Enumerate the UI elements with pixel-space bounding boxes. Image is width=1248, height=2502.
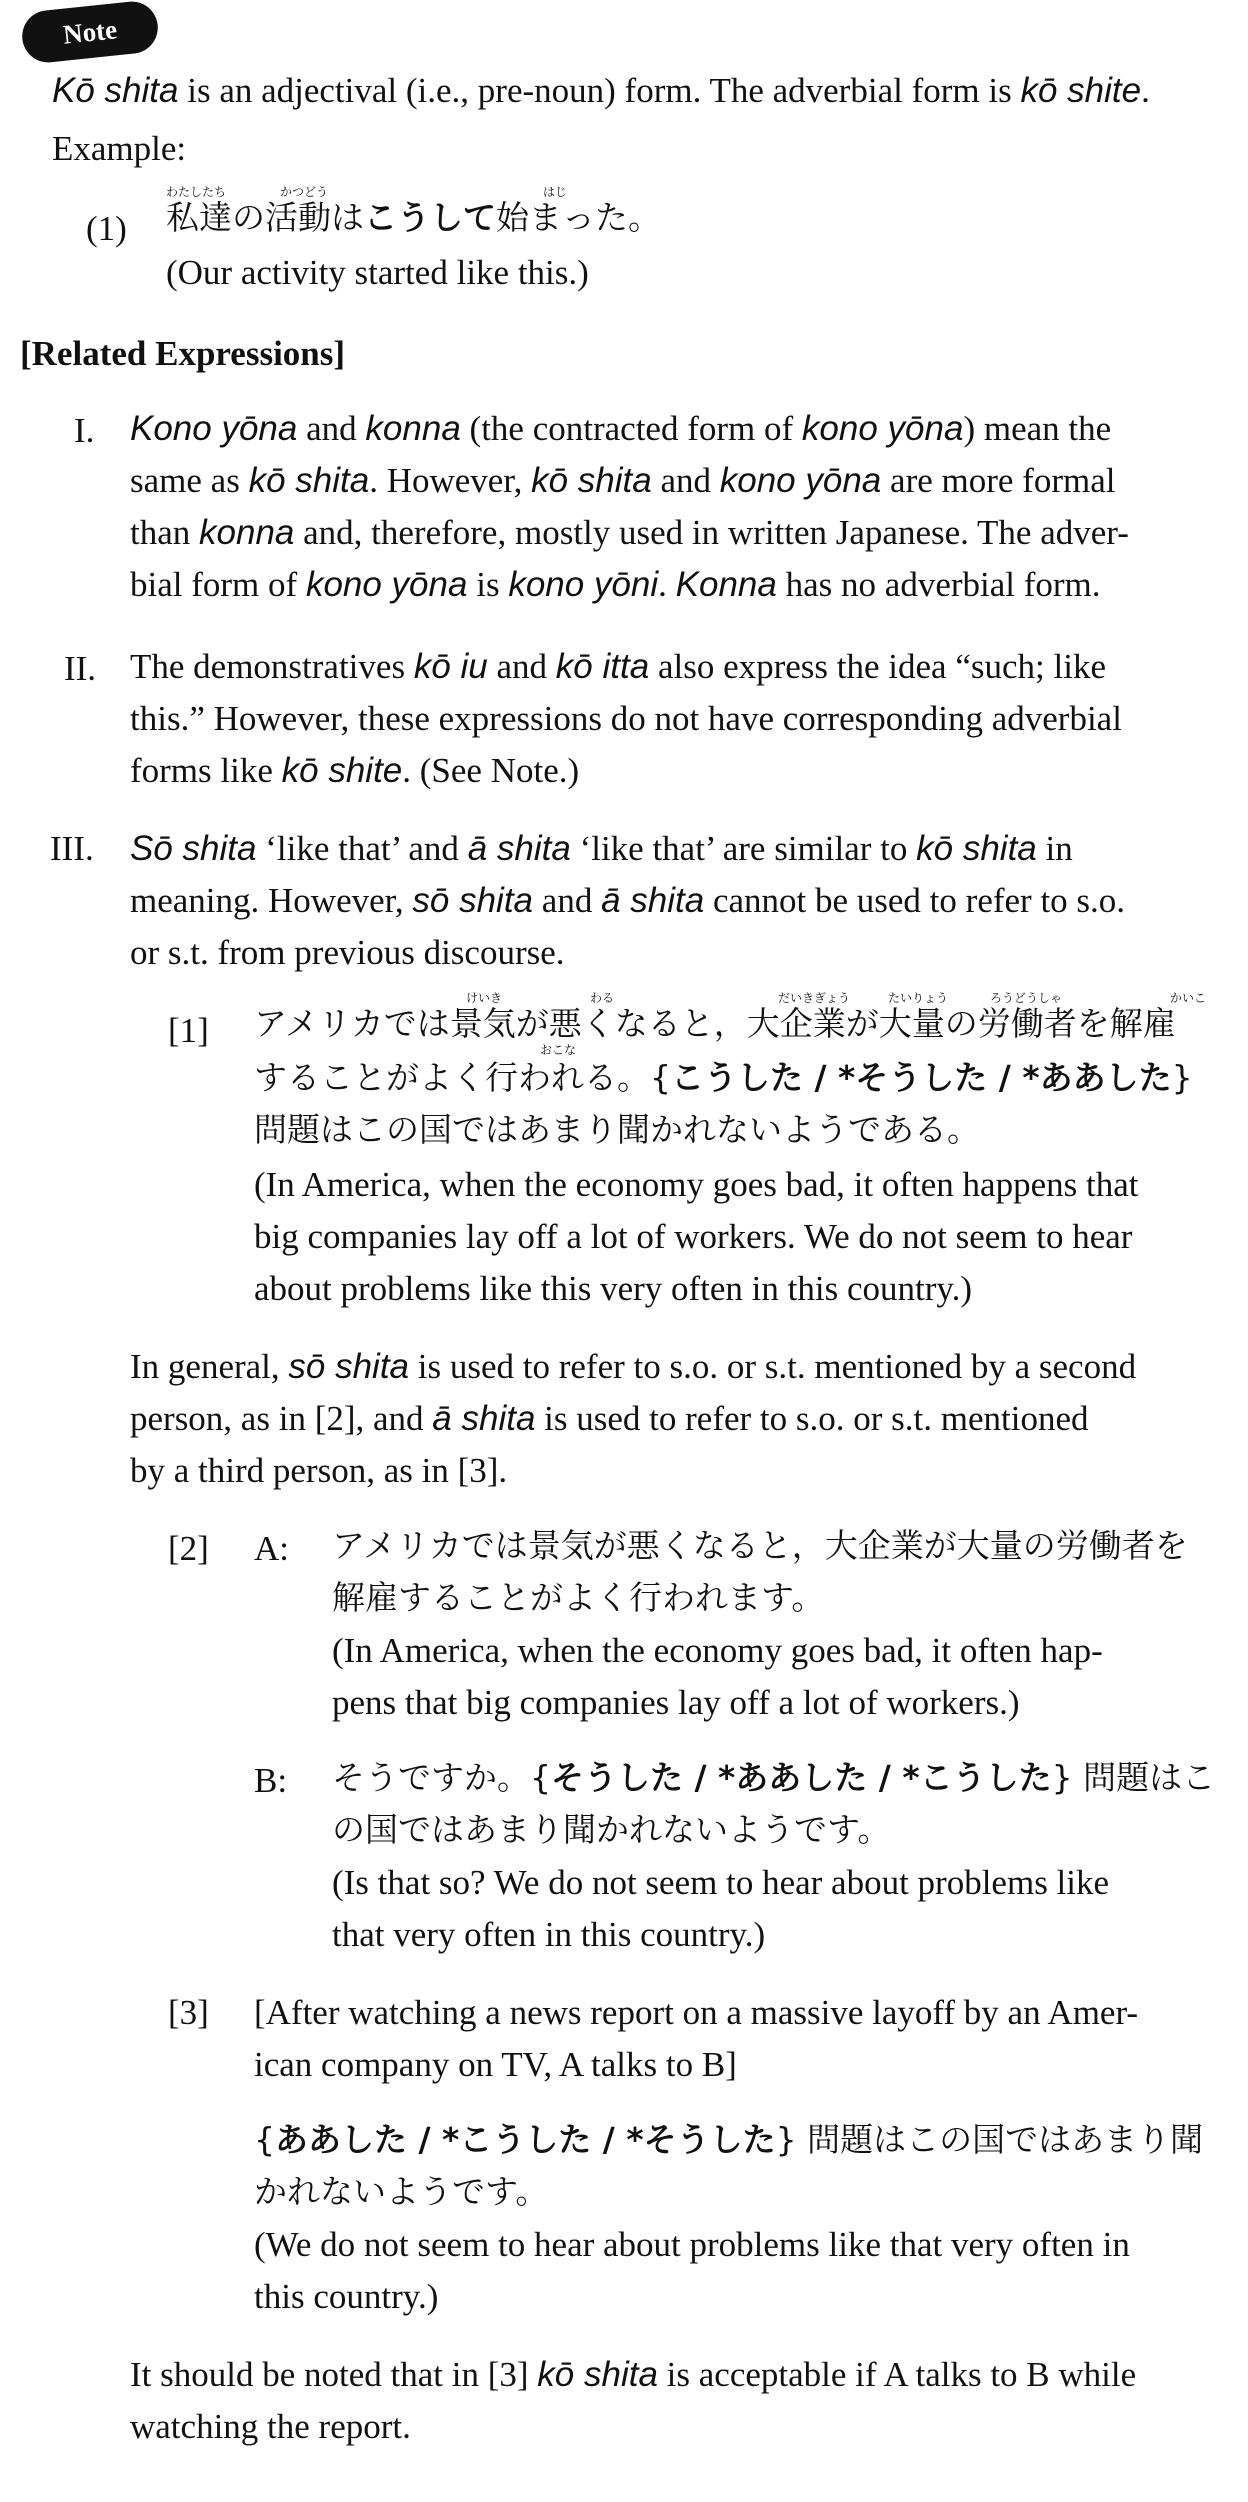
furigana: たいりょう — [888, 991, 949, 1005]
furigana: おこな — [540, 1043, 577, 1057]
section-2-line-1: The demonstratives kō iu and kō itta also express the idea “such; like — [130, 647, 1106, 686]
furigana: だいきぎょう — [778, 991, 851, 1005]
example-1-number: (1) — [86, 209, 127, 248]
section-2-line-2: this.” However, these expressions do not have corresponding adverbial — [130, 699, 1122, 738]
example-bracket-2-a-japanese-line-1: アメリカでは景気が悪くなると，大企業が大量の労働者を — [332, 1526, 1188, 1565]
furigana: ろうどうしゃ — [990, 991, 1063, 1005]
section-1-line-3: than konna and, therefore, mostly used in written Japanese. The adver- — [130, 513, 1129, 552]
section-2-line-3: forms like kō shite. (See Note.) — [130, 751, 580, 790]
example-1-japanese: 私達の活動はこうして始まった。 — [166, 198, 661, 237]
example-bracket-2-a-translation-line-2: pens that big companies lay off a lot of workers.) — [332, 1683, 1020, 1722]
example-bracket-2-a-translation-line-1: (In America, when the economy goes bad, it often hap- — [332, 1631, 1103, 1670]
intro-line-2: Example: — [52, 129, 187, 168]
example-bracket-2-a-japanese-line-2: 解雇することがよく行われます。 — [332, 1578, 825, 1617]
section-3-line-2: meaning. However, sō shita and ā shita cannot be used to refer to s.o. — [130, 881, 1126, 920]
example-bracket-1-translation-line-2: big companies lay off a lot of workers. We do not seem to hear — [254, 1217, 1133, 1256]
furigana: わる — [590, 991, 615, 1005]
example-bracket-1-translation-line-3: about problems like this very often in this country.) — [254, 1269, 973, 1308]
general-line-1: In general, sō shita is used to refer to s.o. or s.t. mentioned by a second — [130, 1347, 1137, 1386]
example-bracket-1-japanese-line-3: 問題はこの国ではあまり聞かれないようである。 — [254, 1110, 980, 1149]
furigana: わたしたち — [166, 185, 227, 199]
intro-line-1: Kō shita is an adjectival (i.e., pre-noun) form. The adverbial form is kō shite. — [52, 71, 1150, 110]
section-2-number: II. — [64, 649, 97, 688]
example-bracket-2-b-japanese-line-2: の国ではあまり聞かれないようです。 — [332, 1810, 891, 1849]
closing-line-1: It should be noted that in [3] kō shita is acceptable if A talks to B while — [130, 2355, 1137, 2394]
furigana: かつどう — [280, 185, 329, 199]
section-3-line-1: Sō shita ‘like that’ and ā shita ‘like that’ are similar to kō shita in — [130, 829, 1073, 868]
example-bracket-3-context-line-1: [After watching a news report on a massive layoff by an Amer- — [254, 1993, 1139, 2032]
example-bracket-1-japanese-line-1: アメリカでは景気が悪くなると，大企業が大量の労働者を解雇 — [254, 1004, 1176, 1043]
example-bracket-2-b-translation-line-2: that very often in this country.) — [332, 1915, 766, 1954]
related-expressions-heading: [Related Expressions] — [20, 334, 346, 373]
example-bracket-3-translation-line-1: (We do not seem to hear about problems like that very often in — [254, 2225, 1130, 2264]
general-line-3: by a third person, as in [3]. — [130, 1451, 508, 1490]
closing-line-2: watching the report. — [130, 2407, 411, 2446]
section-1-line-4: bial form of kono yōna is kono yōni. Konna has no adverbial form. — [130, 565, 1101, 604]
furigana: はじ — [543, 185, 568, 199]
general-line-2: person, as in [2], and ā shita is used to refer to s.o. or s.t. mentioned — [130, 1399, 1089, 1438]
example-bracket-3-japanese-line-1: {ああした / *こうした / *そうした} 問題はこの国ではあまり聞 — [254, 2120, 1204, 2159]
example-bracket-1-translation-line-1: (In America, when the economy goes bad, it often happens that — [254, 1165, 1139, 1204]
example-bracket-2-number: [2] — [168, 1529, 209, 1568]
section-3-line-3: or s.t. from previous discourse. — [130, 933, 565, 972]
example-bracket-2-speaker-b: B: — [254, 1761, 288, 1800]
example-bracket-1-number: [1] — [168, 1011, 209, 1050]
note-badge: Note — [20, 0, 161, 65]
example-bracket-3-translation-line-2: this country.) — [254, 2277, 439, 2316]
example-1-translation: (Our activity started like this.) — [166, 253, 589, 292]
furigana: けいき — [466, 991, 503, 1005]
example-bracket-2-speaker-a: A: — [254, 1529, 289, 1568]
section-1-number: I. — [74, 411, 95, 450]
furigana: かいこ — [1170, 991, 1207, 1005]
section-1-line-1: Kono yōna and konna (the contracted form of kono yōna) mean the — [130, 409, 1112, 448]
section-3-number: III. — [50, 829, 94, 868]
section-1-line-2: same as kō shita. However, kō shita and kono yōna are more formal — [130, 461, 1116, 500]
example-bracket-3-context-line-2: ican company on TV, A talks to B] — [254, 2045, 737, 2084]
example-bracket-2-b-japanese-line-1: そうですか。{そうした / *ああした / *こうした} 問題はこ — [332, 1758, 1216, 1797]
example-bracket-3-number: [3] — [168, 1993, 209, 2032]
example-bracket-2-b-translation-line-1: (Is that so? We do not seem to hear about problems like — [332, 1863, 1110, 1902]
example-bracket-3-japanese-line-2: かれないようです。 — [254, 2172, 549, 2211]
example-bracket-1-japanese-line-2: することがよく行われる。{こうした / *そうした / *ああした} — [254, 1058, 1193, 1097]
